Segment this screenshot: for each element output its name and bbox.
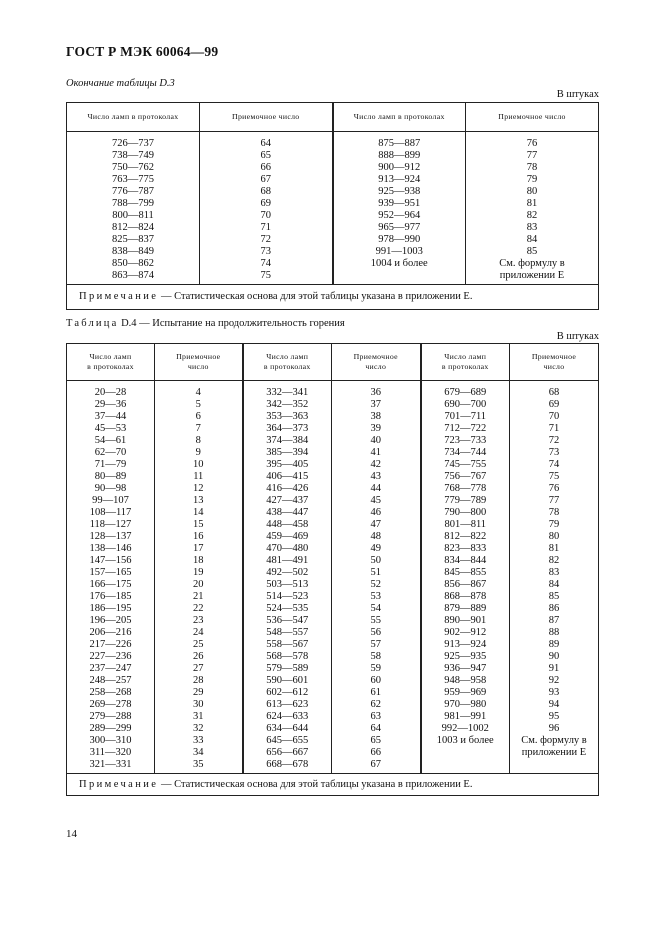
table-d3-header-lamps-1: Число ламп в протоколах xyxy=(67,103,200,132)
table-d3-col-lamps-1: 726—737 738—749 750—762 763—775 776—787 788—799 800—811 812—824 825—837 838—849 850—862 863—874 xyxy=(67,132,200,285)
table-d4-note-text: — Статистическая основа для этой таблицы указана в приложении Е. xyxy=(158,778,473,790)
table-d4-note xyxy=(67,774,599,796)
table-d4-header-accept-1: Приемочное число xyxy=(155,344,243,381)
table-d4-caption-text: D.4 — Испытание на продолжительность горения xyxy=(121,318,345,329)
table-d4-unit: В штуках xyxy=(556,331,599,342)
table-d4 xyxy=(66,343,599,796)
table-d4-col-accept-2: 36 37 38 39 40 41 42 43 44 45 46 47 48 49 50 51 52 53 54 55 56 57 58 59 60 61 62 63 64 65 66 67 xyxy=(332,381,421,774)
table-d4-header-lamps-1: Число ламп в протоколах xyxy=(67,344,155,381)
table-d3-note-text: — Статистическая основа для этой таблицы указана в приложении Е. xyxy=(158,291,473,302)
table-d4-caption-label: Таблица xyxy=(66,318,119,329)
table-d3-unit: В штуках xyxy=(556,89,599,100)
table-d3-note-label: Примечание xyxy=(79,291,159,302)
table-d3-header-lamps-2: Число ламп в протоколах xyxy=(333,103,466,132)
page-number: 14 xyxy=(66,828,77,840)
table-d4-col-accept-1: 4 5 6 7 8 9 10 11 12 13 14 15 16 17 18 19 20 21 22 23 24 25 26 27 28 29 30 31 32 33 34 35 xyxy=(155,381,243,774)
document-header: ГОСТ Р МЭК 60064—99 xyxy=(66,44,219,59)
table-d3-header-accept-1: Приемочное число xyxy=(200,103,333,132)
table-d3-caption: Окончание таблицы D.3 xyxy=(66,78,175,89)
table-d4-col-accept-3: 68 69 70 71 72 73 74 75 76 77 78 79 80 81 82 83 84 85 86 87 88 89 90 91 92 93 94 95 96 См. формулу в приложении Е xyxy=(510,381,599,774)
table-d4-col-lamps-2: 332—341 342—352 353—363 364—373 374—384 385—394 395—405 406—415 416—426 427—437 438—447 448—458 459—469 470—480 481—491 492—502 503—513 514—523 524—535 536—547 548—557 558—567 568—578 579—589 590—601 602—612 613—623 624—633 634—644 645—655 656—667 668—678 xyxy=(243,381,332,774)
table-d4-header-lamps-3: Число ламп в протоколах xyxy=(421,344,510,381)
table-d3-col-lamps-2: 875—887 888—899 900—912 913—924 925—938 939—951 952—964 965—977 978—990 991—1003 1004 и более xyxy=(333,132,466,285)
table-d3-note xyxy=(67,285,599,310)
table-d3-col-accept-2: 76 77 78 79 80 81 82 83 84 85 См. формулу в приложении Е xyxy=(466,132,599,285)
table-d4-col-lamps-1: 20—28 29—36 37—44 45—53 54—61 62—70 71—79 80—89 90—98 99—107 108—117 118—127 128—137 138—146 147—156 157—165 166—175 176—185 186—195 196—205 206—216 217—226 227—236 237—247 248—257 258—268 269—278 279—288 289—299 300—310 311—320 321—331 xyxy=(67,381,155,774)
table-d4-caption xyxy=(66,318,345,329)
table-d4-header-accept-3: Приемочное число xyxy=(510,344,599,381)
table-d4-header-accept-2: Приемочное число xyxy=(332,344,421,381)
table-d3-header-accept-2: Приемочное число xyxy=(466,103,599,132)
table-d4-header-lamps-2: Число ламп в протоколах xyxy=(243,344,332,381)
table-d3 xyxy=(66,102,599,310)
table-d4-col-lamps-3: 679—689 690—700 701—711 712—722 723—733 734—744 745—755 756—767 768—778 779—789 790—800 801—811 812—822 823—833 834—844 845—855 856—867 868—878 879—889 890—901 902—912 913—924 925—935 936—947 948—958 959—969 970—980 981—991 992—1002 1003 и более xyxy=(421,381,510,774)
table-d4-note-label: Примечание xyxy=(79,778,159,790)
table-d3-col-accept-1: 64 65 66 67 68 69 70 71 72 73 74 75 xyxy=(200,132,333,285)
